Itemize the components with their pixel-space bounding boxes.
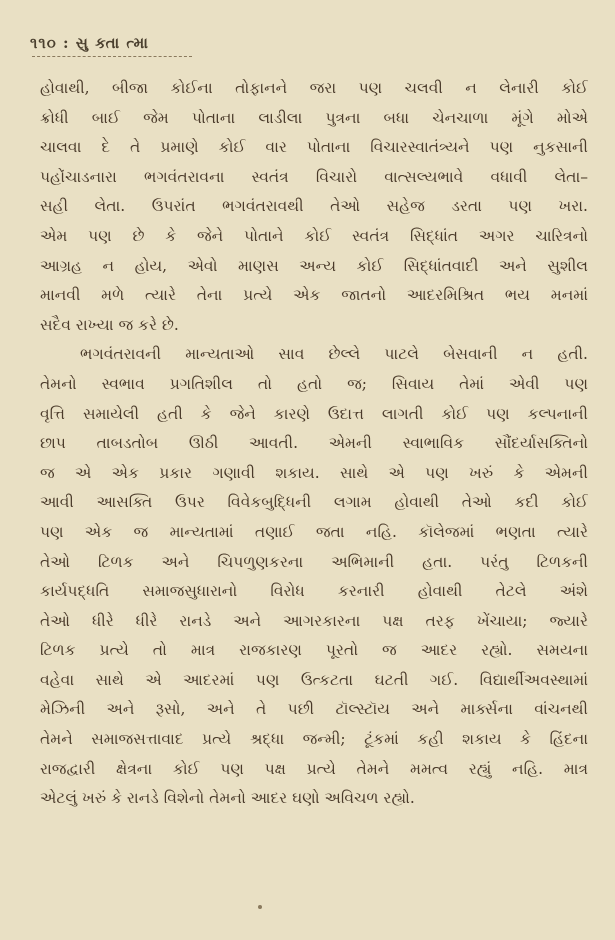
- text-line: માનવી મળે ત્યારે તેના પ્રત્યે એક જાતનો આદરમિશ્રિત ભય મનમાં: [40, 286, 588, 305]
- text-line: પણ એક જ માન્યતામાં તણાઈ જતા નહિ. કૉલેજમાં ભણતા ત્યારે: [40, 522, 588, 541]
- text-line: વહેવા સાથે એ આદરમાં પણ ઉત્કટતા ઘટતી ગઈ. વિદ્યાર્થીઅવસ્થામાં: [40, 670, 588, 689]
- text-line: સહી લેતા. ઉપરાંત ભગવંતરાવથી તેઓ સહેજ ડરતા પણ ખરા.: [40, 197, 588, 216]
- text-line: જ એ એક પ્રકાર ગણાવી શકાય. સાથે એ પણ ખરું કે એમની: [40, 463, 588, 482]
- text-line: એમ પણ છે કે જેને પોતાને કોઈ સ્વતંત્ર સિદ્ધાંત અગર ચારિત્રનો: [40, 226, 588, 245]
- book-title: સુ ક્તા ત્મા: [75, 34, 149, 52]
- paragraph-2: [40, 340, 588, 814]
- text-line: છાપ તાબડતોબ ઊઠી આવતી. એમની સ્વાભાવિક સૌંદર્યાસક્તિનો: [40, 434, 588, 453]
- text-line: ક્રોધી બાઈ જેમ પોતાના લાડીલા પુત્રના બધા ચેનચાળા મૂંગે મોએ: [40, 108, 588, 127]
- text-line: ટિળક પ્રત્યે તો માત્ર રાજકારણ પૂરતો જ આદર રહ્યો. સમયના: [40, 641, 588, 660]
- body-text: [40, 74, 588, 814]
- text-line: પહોંચાડનારા ભગવંતરાવના સ્વતંત્ર વિચારો વાત્સલ્યભાવે વધાવી લેતા–: [40, 167, 588, 186]
- text-line: તેઓ ધીરે ધીરે રાનડે અને આગરકારના પક્ષ તરફ ખેંચાયા; જ્યારે: [40, 611, 588, 630]
- text-line: તેમને સમાજસત્તાવાદ પ્રત્યે શ્રદ્ધા જન્મી; ટૂંકમાં કહી શકાય કે હિંદના: [40, 730, 588, 749]
- text-line: સદૈવ રાખ્યા જ કરે છે.: [40, 315, 179, 334]
- text-line: ભગવંતરાવની માન્યતાઓ સાવ છેલ્લે પાટલે બેસવાની ન હતી.: [80, 345, 588, 364]
- text-line: આગ્રહ ન હોય, એવો માણસ અન્ય કોઈ સિદ્ધાંતવાદી અને સુશીલ: [40, 256, 588, 275]
- text-line: રાજદ્વારી ક્ષેત્રના કોઈ પણ પક્ષ પ્રત્યે તેમને મમત્વ રહ્યું નહિ. માત્ર: [40, 759, 588, 778]
- page-mark: [258, 905, 262, 909]
- text-line: મેઝિની અને રૂસો, અને તે પછી ટૉલ્સ્ટૉય અને માર્ક્સના વાંચનથી: [40, 700, 588, 719]
- running-header: [30, 34, 149, 52]
- text-line: વૃત્તિ સમાયેલી હતી કે જેને કારણે ઉદાત્ત લાગતી કોઈ પણ કલ્પનાની: [40, 404, 588, 423]
- header-separator: :: [62, 34, 70, 52]
- text-line: ચાલવા દે તે પ્રમાણે કોઈ વાર પોતાના વિચારસ્વાતંત્ર્યને પણ નુકસાની: [40, 138, 588, 157]
- paragraph-1: [40, 74, 588, 340]
- text-line: હોવાથી, બીજા કોઈના તોફાનને જરા પણ ચલવી ન લેનારી કોઈ: [40, 79, 588, 97]
- page-number: ૧૧૦: [30, 34, 57, 52]
- text-line: એટલું ખરું કે રાનડે વિશેનો તેમનો આદર ઘણો અવિચળ રહ્યો.: [40, 789, 415, 808]
- text-line: કાર્યપદ્ધતિ સમાજસુધારાનો વિરોધ કરનારી હોવાથી તેટલે અંશે: [40, 582, 588, 601]
- header-rule: [32, 56, 192, 57]
- text-line: તેમનો સ્વભાવ પ્રગતિશીલ તો હતો જ; સિવાય તેમાં એવી પણ: [40, 374, 588, 393]
- text-line: તેઓ ટિળક અને ચિપળુણકરના અભિમાની હતા. પરંતુ ટિળકની: [40, 552, 588, 571]
- text-line: આવી આસક્તિ ઉપર વિવેકબુદ્ધિની લગામ હોવાથી તેઓ કદી કોઈ: [40, 493, 588, 512]
